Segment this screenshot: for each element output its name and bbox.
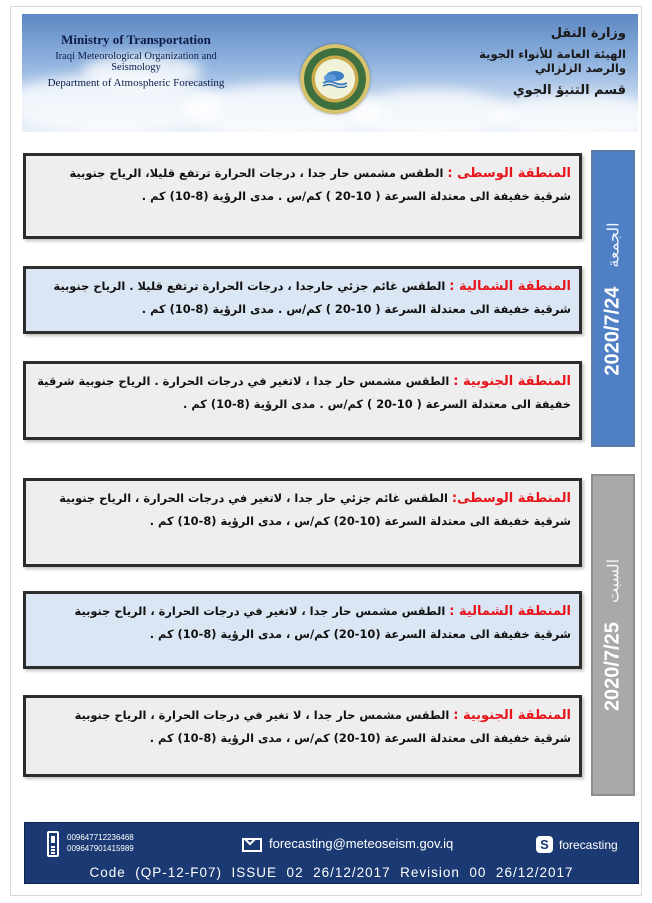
day-name: السبت bbox=[603, 558, 623, 604]
forecast-central-day1 bbox=[23, 153, 582, 239]
department-name-en: Department of Atmospheric Forecasting bbox=[47, 77, 225, 89]
phone-icon bbox=[47, 831, 59, 857]
phone-number-1: 009647712236468 bbox=[67, 833, 134, 842]
day-label bbox=[602, 559, 625, 711]
region-name: المنطقة الوسطى : bbox=[447, 166, 571, 181]
forecast-text: الطقس مشمس حار جدا ، لاتغير في درجات الحرارة . الرياح جنوبية شرقية خفيفة الى معتدلة السرعة ( 10-20 ) كم/س . مدى الرؤية (8-10) كم . bbox=[37, 374, 571, 411]
day-bar-saturday bbox=[591, 474, 635, 796]
document-code-line: Code (QP-12-F07) ISSUE 02 26/12/2017 Revision 00 26/12/2017 bbox=[89, 865, 574, 880]
day-date: 2020/7/24 bbox=[601, 286, 624, 376]
phone-numbers bbox=[67, 832, 134, 854]
forecast-text: الطقس مشمس حار جدا ، لاتغير في درجات الحرارة ، الرياح جنوبية شرقية خفيفة الى معتدلة السرعة (10-20) كم/س ، مدى الرؤية (8-10) كم . bbox=[74, 604, 571, 641]
forecast-central-day2 bbox=[23, 478, 582, 567]
department-name-ar: قسم التنبؤ الجوي bbox=[512, 83, 626, 98]
phone-number-2: 009647901415989 bbox=[67, 844, 134, 853]
day-bar-friday bbox=[591, 150, 635, 447]
day-name: الجمعة bbox=[603, 221, 623, 268]
ministry-name-ar: وزارة النقل bbox=[550, 26, 626, 41]
region-name: المنطقة الشمالية : bbox=[449, 279, 571, 294]
header-english bbox=[36, 32, 236, 89]
forecast-text: الطقس غائم جزئي حار جدا ، لاتغير في درجات الحرارة ، الرياح جنوبية شرقية خفيفة الى معتدلة السرعة (10-20) كم/س ، مدى الرؤية (8-10) كم . bbox=[59, 491, 571, 528]
forecast-text: الطقس غائم جزئي حارجدا ، درجات الحرارة ترتفع قليلا . الرياح جنوبية شرقية خفيفة الى معتدلة السرعة ( 10-20 ) كم/س . مدى الرؤية (8-10) كم . bbox=[53, 279, 571, 316]
organization-logo bbox=[300, 44, 370, 114]
skype-icon: S bbox=[536, 836, 553, 853]
day-label bbox=[602, 222, 625, 375]
organization-name-ar: الهيئة العامة للأنواء الجوية والرصد الزلزالي bbox=[479, 47, 626, 75]
forecast-north-day2 bbox=[23, 591, 582, 669]
forecast-text: الطقس مشمس حار جدا ، درجات الحرارة ترتفع قليلا، الرياح جنوبية شرقية خفيفة الى معتدلة السرعة ( 10-20 ) كم/س . مدى الرؤية (8-10) كم . bbox=[69, 166, 571, 203]
forecast-north-day1 bbox=[23, 266, 582, 334]
skype-handle[interactable]: forecasting bbox=[559, 838, 618, 852]
day-date: 2020/7/25 bbox=[601, 622, 624, 712]
forecast-south-day2 bbox=[23, 695, 582, 777]
logo-cloud-icon bbox=[321, 68, 349, 88]
ministry-name-en: Ministry of Transportation bbox=[61, 32, 211, 47]
forecast-text: الطقس مشمس حار جدا ، لا تغير في درجات الحرارة ، الرياح جنوبية شرقية خفيفة الى معتدلة السرعة (10-20) كم/س ، مدى الرؤية (8-10) كم . bbox=[74, 708, 571, 745]
header-banner bbox=[22, 14, 638, 132]
region-name: المنطقة الجنوبية : bbox=[453, 374, 571, 389]
footer bbox=[24, 822, 639, 884]
organization-name-en: Iraqi Meteorological Organization and Seismology bbox=[55, 51, 217, 73]
header-arabic bbox=[436, 26, 626, 98]
region-name: المنطقة الوسطى: bbox=[451, 491, 571, 506]
region-name: المنطقة الشمالية : bbox=[449, 604, 571, 619]
forecast-south-day1 bbox=[23, 361, 582, 440]
region-name: المنطقة الجنوبية : bbox=[453, 708, 571, 723]
email-address[interactable]: forecasting@meteoseism.gov.iq bbox=[269, 836, 454, 851]
mail-icon bbox=[242, 838, 262, 852]
